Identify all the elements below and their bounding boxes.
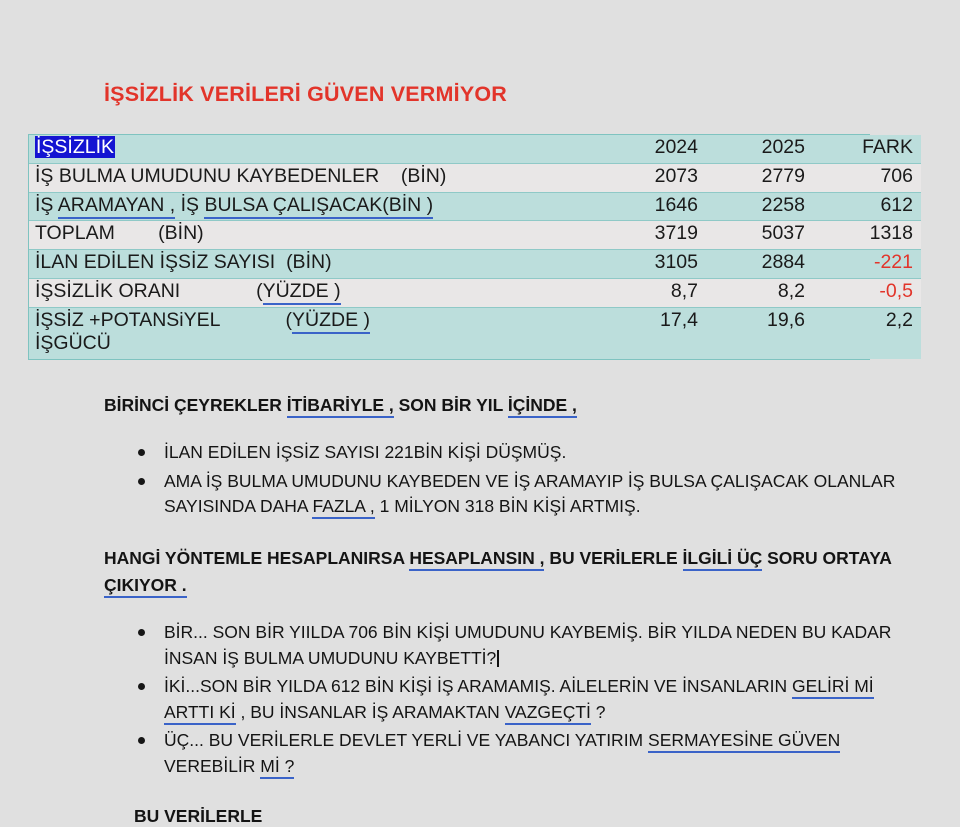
table-row <box>29 278 921 307</box>
heading1-text-2: SON BİR YIL <box>393 395 508 415</box>
row-label-cell <box>29 307 597 359</box>
selected-text-issizlik[interactable]: İŞSİZLİK <box>36 136 115 158</box>
row-value-2025: 2258 <box>704 192 811 221</box>
row-label-main: İŞSİZ +POTANSiYEL <box>35 308 221 331</box>
list-item <box>160 469 900 520</box>
row-label-unit: (BİN) <box>158 222 204 245</box>
page-title: İŞSİZLİK VERİLERİ GÜVEN VERMİYOR <box>104 82 508 106</box>
row-value-fark: 2,2 <box>811 307 921 359</box>
bullet4-underlined-3: VAZGEÇTİ <box>505 702 591 725</box>
row-label-main: İŞ BULMA UMUDUNU KAYBEDENLER <box>35 164 380 187</box>
row-label-unit: (BİN) <box>286 251 332 274</box>
row-value-2025: 19,6 <box>704 307 811 359</box>
row-label-underlined-1: YÜZDE ) <box>292 309 370 334</box>
text-caret <box>497 650 499 667</box>
table-row <box>29 163 921 192</box>
row-label-main: İŞ <box>35 193 54 216</box>
row-value-2024: 8,7 <box>597 278 704 307</box>
bullet3-text: BİR... SON BİR YIILDA 706 BİN KİŞİ UMUDUNU KAYBEMİŞ. BİR YILDA NEDEN BU KADAR İNSAN İŞ BULMA UMUDUNU KAYBETTİ? <box>164 622 892 668</box>
row-value-2024: 1646 <box>597 192 704 221</box>
bullet4-text-3: , BU İNSANLAR İŞ ARAMAKTAN <box>235 701 505 722</box>
header-label-cell <box>29 135 597 163</box>
table-row <box>29 307 921 359</box>
row-value-fark: 1318 <box>811 221 921 250</box>
row-value-2025: 5037 <box>704 221 811 250</box>
heading1-underlined-2: İÇİNDE , <box>508 395 577 418</box>
row-label-underlined-2: BULSA ÇALIŞACAK(BİN ) <box>204 194 433 219</box>
heading1-underlined-1: İTİBARİYLE , <box>287 395 394 418</box>
row-label-cell <box>29 163 597 192</box>
row-label-unit: (BİN) <box>400 164 447 187</box>
row-value-2024: 3105 <box>597 250 704 279</box>
bullet5-text-2: VEREBİLİR <box>164 755 261 776</box>
bullet5-underlined-2: Mİ ? <box>260 756 294 779</box>
row-value-2025: 2884 <box>704 250 811 279</box>
heading2-text-2: BU VERİLERLE <box>544 548 683 568</box>
unemployment-data-table <box>28 134 913 360</box>
row-label-main: İŞSİZLİK ORANI <box>35 279 181 302</box>
row-label-wrapped: İŞGÜCÜ <box>35 332 111 355</box>
list-item <box>160 620 900 671</box>
bullet5-text-1: ÜÇ... BU VERİLERLE DEVLET YERLİ VE YABANCI YATIRIM <box>164 730 649 751</box>
row-value-2025: 2779 <box>704 163 811 192</box>
table-row <box>29 250 921 279</box>
table-row <box>29 192 921 221</box>
row-value-2024: 2073 <box>597 163 704 192</box>
bullet2-underlined-1: FAZLA , <box>312 496 374 519</box>
bullet5-underlined-1: SERMAYESİNE GÜVEN <box>648 730 840 753</box>
row-label-paren: ( <box>285 308 293 331</box>
bullet4-text-1: İKİ...SON BİR YILDA 612 BİN KİŞİ İŞ ARAMAMIŞ. AİLELERİN VE İNSANLARIN <box>164 676 792 697</box>
table-header-row <box>29 135 921 163</box>
bullet4-underlined-1: GELİRİ Mİ <box>792 676 874 699</box>
header-col-2024: 2024 <box>597 135 704 163</box>
row-value-fark: 612 <box>811 192 921 221</box>
row-label-underlined-1: ARAMAYAN , <box>58 194 175 219</box>
row-label-mid: İŞ <box>180 193 200 216</box>
heading2-underlined-2: İLGİLİ ÜÇ <box>683 548 763 571</box>
paragraph-heading-1 <box>104 392 894 419</box>
row-label-cell <box>29 250 597 279</box>
row-label-paren: ( <box>256 279 263 302</box>
heading2-underlined-3: ÇIKIYOR . <box>104 575 187 598</box>
row-value-2024: 3719 <box>597 221 704 250</box>
table-row <box>29 221 921 250</box>
header-col-fark: FARK <box>811 135 921 163</box>
heading2-text-1: HANGİ YÖNTEMLE HESAPLANIRSA <box>104 548 410 568</box>
row-value-fark: -0,5 <box>811 278 921 307</box>
bullet4-underlined-2: ARTTI Kİ <box>164 702 236 725</box>
heading2-underlined-1: HESAPLANSIN , <box>409 548 544 571</box>
row-value-fark: 706 <box>811 163 921 192</box>
row-label-underlined-1: YÜZDE ) <box>263 280 341 305</box>
paragraph-heading-2 <box>104 545 894 599</box>
row-label-main: İLAN EDİLEN İŞSİZ SAYISI <box>35 251 276 274</box>
row-value-2025: 8,2 <box>704 278 811 307</box>
header-col-2025: 2025 <box>704 135 811 163</box>
list-item <box>160 674 900 725</box>
bullet-list-1 <box>130 440 900 523</box>
bullet4-text-4: ? <box>590 701 606 722</box>
row-label-cell <box>29 192 597 221</box>
bullet-list-2 <box>130 620 900 782</box>
bullet2-text-1: AMA İŞ BULMA UMUDUNU KAYBEDEN VE İŞ ARAMAYIP İŞ BULSA ÇALIŞACAK OLANLAR SAYISINDA DAHA <box>164 470 896 517</box>
list-item <box>160 440 900 466</box>
row-label-cell <box>29 278 597 307</box>
bullet2-text-2: 1 MİLYON 318 BİN KİŞİ ARTMIŞ. <box>374 496 641 517</box>
list-item <box>160 728 900 779</box>
row-value-2024: 17,4 <box>597 307 704 359</box>
heading2-text-3: SORU ORTAYA <box>762 548 892 568</box>
bullet1-text: İLAN EDİLEN İŞSİZ SAYISI 221BİN KİŞİ DÜŞMÜŞ. <box>164 442 567 462</box>
heading1-text-1: BİRİNCİ ÇEYREKLER <box>104 395 287 415</box>
row-label-cell <box>29 221 597 250</box>
row-value-fark: -221 <box>811 250 921 279</box>
row-label-main: TOPLAM <box>35 222 115 245</box>
clipped-bottom-text: BU VERİLERLE <box>134 806 263 826</box>
